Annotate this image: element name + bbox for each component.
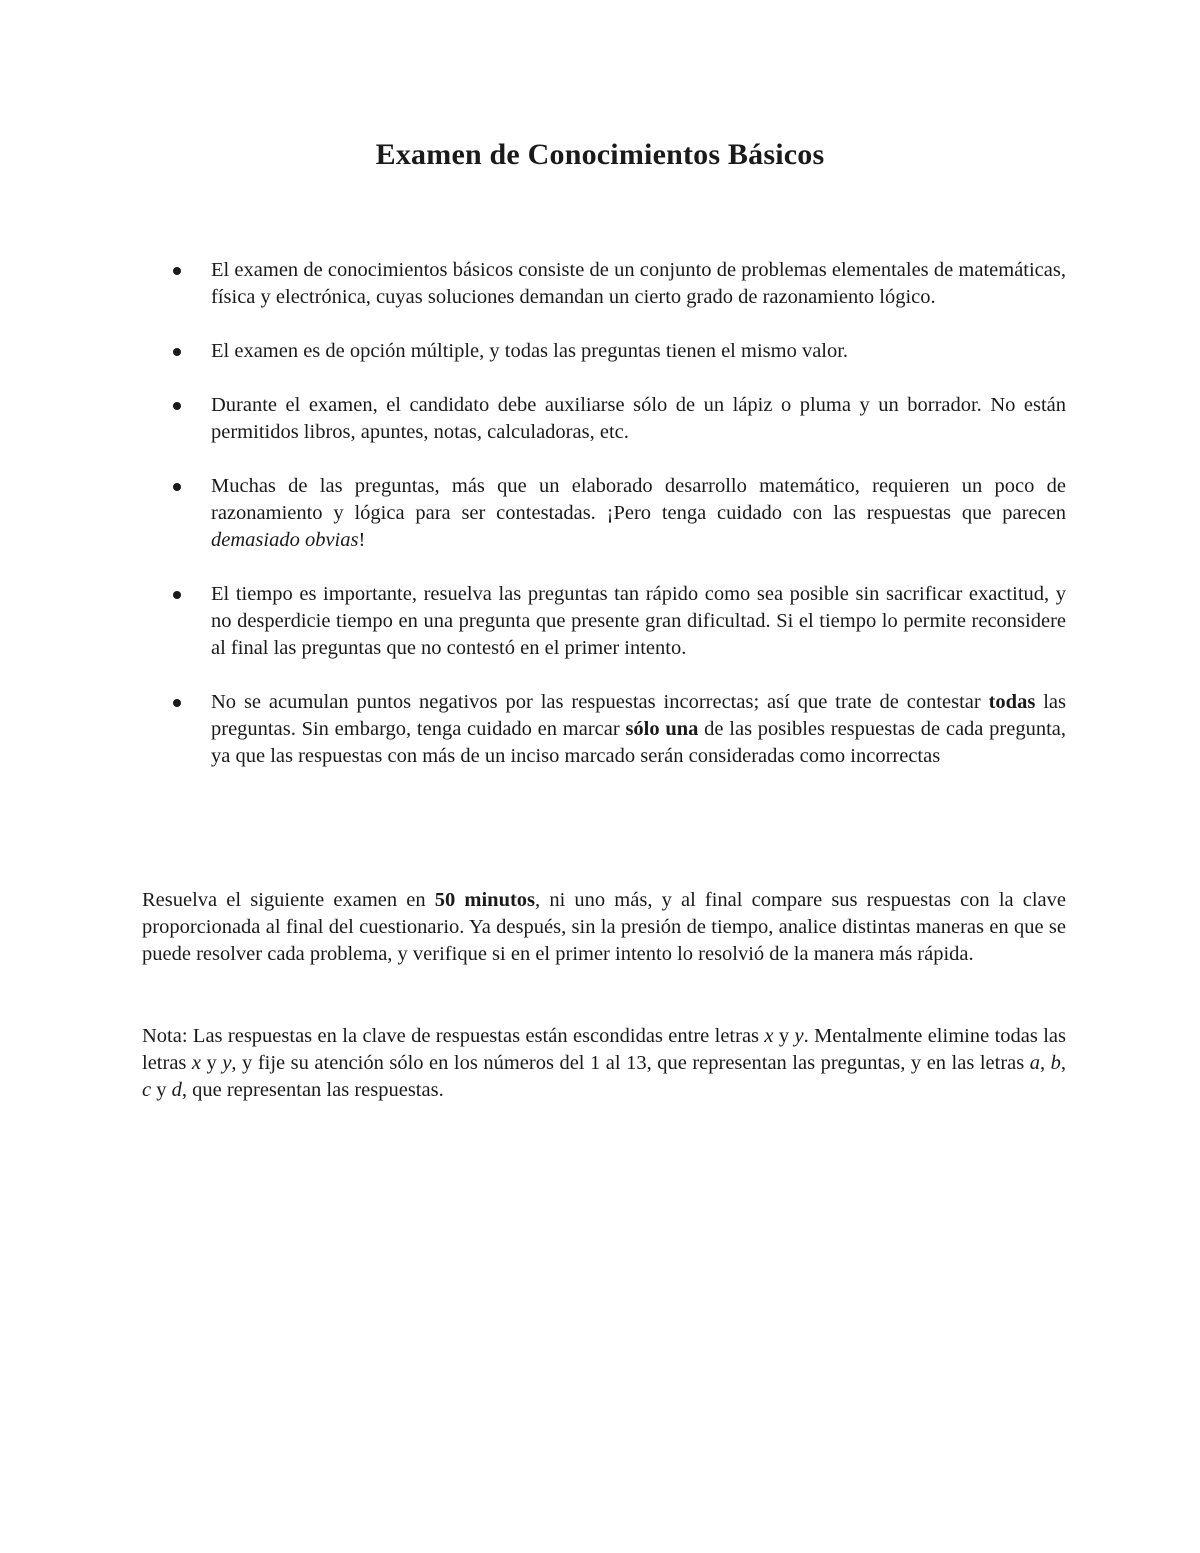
italic-letter: x	[764, 1025, 774, 1047]
bullet-icon	[173, 699, 181, 707]
bullet-icon	[173, 267, 181, 275]
bullet-text: Muchas de las preguntas, más que un elaborado desarrollo matemático, requieren un poco de razonamiento y lógica para ser contestadas. ¡Pero tenga cuidado con las respuestas que parecen	[211, 475, 1066, 524]
bold-text: 50 minutos	[434, 889, 536, 911]
bullet-text: Durante el examen, el candidato debe auxiliarse sólo de un lápiz o pluma y un borrador. No están permitidos libros, apuntes, notas, calculadoras, etc.	[211, 394, 1066, 443]
list-item	[166, 689, 1066, 770]
paragraph-text: y	[151, 1079, 172, 1101]
bullet-text: las preguntas. Sin embargo, tenga cuidado en marcar	[211, 691, 1066, 740]
paragraph-text: , ni uno más, y al final compare sus respuestas con la clave proporcionada al final del cuestionario. Ya después, sin la presión de tiempo, analice distintas maneras en que se puede resolver cada problema, y verifique si en el primer intento lo resolvió de la manera más rápida.	[142, 889, 1066, 965]
paragraph-text: . Mentalmente elimine todas las letras	[142, 1025, 1066, 1074]
emphasis-text: demasiado obvias	[211, 529, 359, 551]
italic-letter: d	[171, 1079, 182, 1101]
italic-letter: c	[142, 1079, 152, 1101]
bullet-icon	[173, 348, 181, 356]
list-item	[166, 257, 1066, 311]
bullet-text: El examen es de opción múltiple, y todas las preguntas tienen el mismo valor.	[211, 340, 849, 362]
paragraph-text: y	[201, 1052, 223, 1074]
paragraph-text: , que representan las respuestas.	[181, 1079, 444, 1101]
time-instructions-paragraph	[142, 887, 1066, 968]
bullet-icon	[173, 402, 181, 410]
document-title: Examen de Conocimientos Básicos	[375, 138, 825, 171]
list-item	[166, 581, 1066, 662]
bullet-text: de las posibles respuestas de cada pregunta, ya que las respuestas con más de un inciso marcado serán consideradas como incorrectas	[211, 718, 1066, 767]
paragraph-text: Nota: Las respuestas en la clave de respuestas están escondidas entre letras	[142, 1025, 765, 1047]
italic-letter: y	[794, 1025, 804, 1047]
list-item	[166, 392, 1066, 446]
instructions-list	[166, 257, 1066, 797]
paragraph-text: Resuelva el siguiente examen en	[142, 889, 435, 911]
paragraph-text: ,	[1040, 1052, 1051, 1074]
bullet-text: No se acumulan puntos negativos por las respuestas incorrectas; así que trate de contestar	[211, 691, 989, 713]
bullet-text: El examen de conocimientos básicos consiste de un conjunto de problemas elementales de matemáticas, física y electrónica, cuyas soluciones demandan un cierto grado de razonamiento lógico.	[211, 259, 1066, 308]
italic-letter: b	[1050, 1052, 1061, 1074]
bullet-text: El tiempo es importante, resuelva las preguntas tan rápido como sea posible sin sacrificar exactitud, y no desperdicie tiempo en una pregunta que presente gran dificultad. Si el tiempo lo permite reconsidere al final las preguntas que no contestó en el primer intento.	[211, 583, 1066, 659]
list-item	[166, 338, 1066, 365]
bold-text: sólo una	[625, 718, 699, 740]
bullet-icon	[173, 483, 181, 491]
bullet-text: !	[358, 529, 366, 551]
bullet-icon	[173, 591, 181, 599]
italic-letter: x	[191, 1052, 202, 1074]
paragraph-text: , y fije su atención sólo en los números del 1 al 13, que representan las preguntas, y en las letras	[231, 1052, 1030, 1074]
paragraph-text: ,	[1060, 1052, 1067, 1074]
italic-letter: y	[222, 1052, 232, 1074]
paragraph-text: y	[773, 1025, 795, 1047]
list-item	[166, 473, 1066, 554]
bold-text: todas	[988, 691, 1036, 713]
italic-letter: a	[1029, 1052, 1040, 1074]
note-paragraph	[142, 1023, 1066, 1104]
